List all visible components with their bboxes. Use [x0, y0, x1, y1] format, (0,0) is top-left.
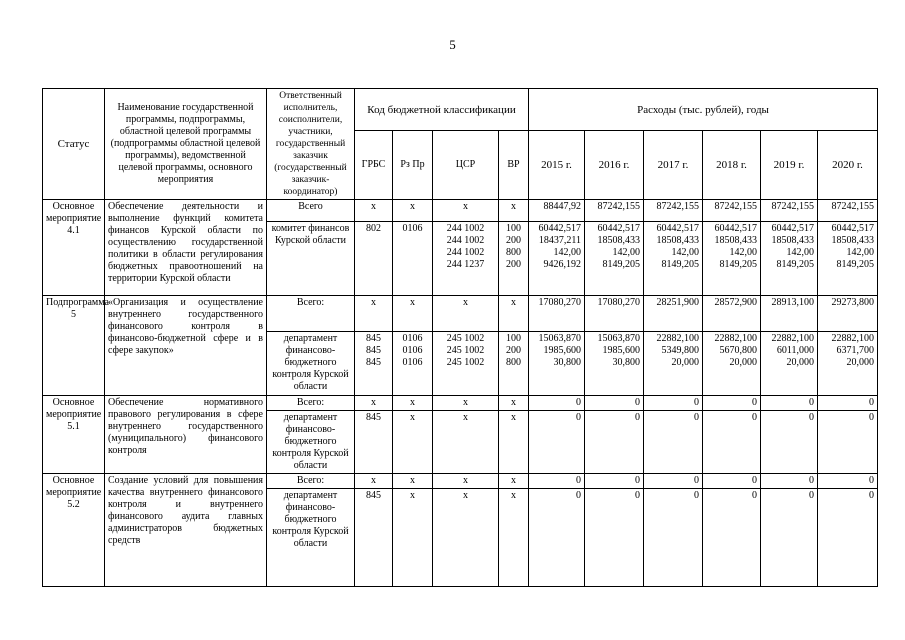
expense-cell: 60442,517 18508,433 142,00 8149,205: [585, 222, 644, 296]
expense-cell: 60442,517 18437,211 142,00 9426,192: [529, 222, 585, 296]
rzpr-cell: x: [393, 489, 433, 587]
expense-cell: 60442,517 18508,433 142,00 8149,205: [644, 222, 703, 296]
executor-cell: Всего: [267, 200, 355, 222]
header-kbk: Код бюджетной классификации: [355, 89, 529, 131]
expense-cell: 87242,155: [644, 200, 703, 222]
header-year: 2017 г.: [644, 131, 703, 200]
csr-cell: x: [433, 296, 499, 332]
executor-cell: Всего:: [267, 296, 355, 332]
status-cell: Подпрограмма 5: [43, 296, 105, 396]
status-cell: Основное мероприятие 4.1: [43, 200, 105, 296]
rzpr-cell: 0106 0106 0106: [393, 332, 433, 396]
expense-cell: 0: [818, 411, 878, 474]
expense-cell: 17080,270: [529, 296, 585, 332]
expense-cell: 0: [585, 489, 644, 587]
header-row-1: [43, 89, 878, 131]
csr-cell: 244 1002 244 1002 244 1002 244 1237: [433, 222, 499, 296]
expense-cell: 87242,155: [585, 200, 644, 222]
grbs-cell: 845: [355, 489, 393, 587]
expense-cell: 0: [585, 411, 644, 474]
vr-cell: 100 200 800 200: [499, 222, 529, 296]
status-cell: Основное мероприятие 5.2: [43, 474, 105, 587]
expense-cell: 22882,100 5349,800 20,000: [644, 332, 703, 396]
csr-cell: x: [433, 489, 499, 587]
grbs-cell: x: [355, 296, 393, 332]
expense-cell: 60442,517 18508,433 142,00 8149,205: [703, 222, 761, 296]
expense-cell: 0: [818, 489, 878, 587]
rzpr-cell: x: [393, 474, 433, 489]
expense-cell: 15063,870 1985,600 30,800: [585, 332, 644, 396]
header-rzpr: Рз Пр: [393, 131, 433, 200]
expense-cell: 0: [644, 396, 703, 411]
header-name: Наименование государственной программы, подпрограммы, областной целевой программы (подпрограммы областной целевой программы), ведомственной целевой программы, основного мероприятия: [105, 89, 267, 200]
grbs-cell: x: [355, 200, 393, 222]
expense-cell: 28913,100: [761, 296, 818, 332]
name-cell: «Организация и осуществление внутреннего государственного финансового контроля в финансово-бюджетной сфере и в сфере закупок»: [105, 296, 267, 396]
rzpr-cell: x: [393, 296, 433, 332]
expense-cell: 0: [644, 489, 703, 587]
header-year: 2015 г.: [529, 131, 585, 200]
executor-cell: департамент финансово-бюджетного контроля Курской области: [267, 332, 355, 396]
csr-cell: x: [433, 200, 499, 222]
vr-cell: x: [499, 489, 529, 587]
expense-cell: 29273,800: [818, 296, 878, 332]
expense-cell: 87242,155: [761, 200, 818, 222]
vr-cell: x: [499, 296, 529, 332]
expense-cell: 0: [529, 411, 585, 474]
expense-cell: 0: [585, 474, 644, 489]
expense-cell: 0: [703, 474, 761, 489]
vr-cell: x: [499, 474, 529, 489]
header-expenses: Расходы (тыс. рублей), годы: [529, 89, 878, 131]
expense-cell: 0: [761, 396, 818, 411]
name-cell: Обеспечение деятельности и выполнение функций комитета финансов Курской области по осуществлению государственной политики в области регулирования бюджетных правоотношений на территории Курской области: [105, 200, 267, 296]
expense-cell: 0: [761, 411, 818, 474]
expense-cell: 22882,100 5670,800 20,000: [703, 332, 761, 396]
expense-cell: 0: [818, 474, 878, 489]
expense-cell: 0: [529, 396, 585, 411]
header-grbs: ГРБС: [355, 131, 393, 200]
header-csr: ЦСР: [433, 131, 499, 200]
csr-cell: x: [433, 396, 499, 411]
expense-cell: 60442,517 18508,433 142,00 8149,205: [818, 222, 878, 296]
expense-cell: 17080,270: [585, 296, 644, 332]
executor-cell: Всего:: [267, 396, 355, 411]
vr-cell: x: [499, 200, 529, 222]
header-year: 2020 г.: [818, 131, 878, 200]
expense-cell: 87242,155: [818, 200, 878, 222]
header-status: Статус: [43, 89, 105, 200]
expense-cell: 22882,100 6371,700 20,000: [818, 332, 878, 396]
grbs-cell: x: [355, 474, 393, 489]
expense-cell: 0: [644, 411, 703, 474]
table-row: [43, 474, 878, 489]
name-cell: Создание условий для повышения качества внутреннего финансового контроля и внутреннего финансового аудита главных администраторов бюджетных средств: [105, 474, 267, 587]
grbs-cell: 845 845 845: [355, 332, 393, 396]
expense-cell: 0: [585, 396, 644, 411]
status-cell: Основное мероприятие 5.1: [43, 396, 105, 474]
csr-cell: 245 1002 245 1002 245 1002: [433, 332, 499, 396]
expense-cell: 87242,155: [703, 200, 761, 222]
csr-cell: x: [433, 474, 499, 489]
expense-cell: 28572,900: [703, 296, 761, 332]
grbs-cell: x: [355, 396, 393, 411]
header-year: 2016 г.: [585, 131, 644, 200]
expense-cell: 0: [529, 474, 585, 489]
expense-cell: 0: [761, 474, 818, 489]
grbs-cell: 845: [355, 411, 393, 474]
header-year: 2018 г.: [703, 131, 761, 200]
page-number: 5: [449, 37, 456, 52]
header-vr: ВР: [499, 131, 529, 200]
vr-cell: 100 200 800: [499, 332, 529, 396]
expense-cell: 0: [818, 396, 878, 411]
expense-cell: 0: [529, 489, 585, 587]
expense-cell: 0: [703, 489, 761, 587]
header-year: 2019 г.: [761, 131, 818, 200]
name-cell: Обеспечение нормативного правового регулирования в сфере внутреннего государственного (муниципального) финансового контроля: [105, 396, 267, 474]
table-row: [43, 396, 878, 411]
rzpr-cell: 0106: [393, 222, 433, 296]
rzpr-cell: x: [393, 200, 433, 222]
rzpr-cell: x: [393, 396, 433, 411]
rzpr-cell: x: [393, 411, 433, 474]
expense-cell: 22882,100 6011,000 20,000: [761, 332, 818, 396]
table-row: [43, 200, 878, 222]
header-executor: Ответственный исполнитель, соисполнители, участники, государственный заказчик (государственный заказчик-координатор): [267, 89, 355, 200]
expense-cell: 0: [644, 474, 703, 489]
table-row: [43, 296, 878, 332]
grbs-cell: 802: [355, 222, 393, 296]
vr-cell: x: [499, 396, 529, 411]
vr-cell: x: [499, 411, 529, 474]
expense-cell: 0: [761, 489, 818, 587]
csr-cell: x: [433, 411, 499, 474]
expense-cell: 0: [703, 396, 761, 411]
expense-cell: 15063,870 1985,600 30,800: [529, 332, 585, 396]
executor-cell: комитет финансов Курской области: [267, 222, 355, 296]
executor-cell: департамент финансово-бюджетного контроля Курской области: [267, 489, 355, 587]
expense-cell: 0: [703, 411, 761, 474]
expense-cell: 60442,517 18508,433 142,00 8149,205: [761, 222, 818, 296]
budget-table: [42, 88, 878, 587]
executor-cell: Всего:: [267, 474, 355, 489]
executor-cell: департамент финансово-бюджетного контроля Курской области: [267, 411, 355, 474]
expense-cell: 28251,900: [644, 296, 703, 332]
expense-cell: 88447,92: [529, 200, 585, 222]
